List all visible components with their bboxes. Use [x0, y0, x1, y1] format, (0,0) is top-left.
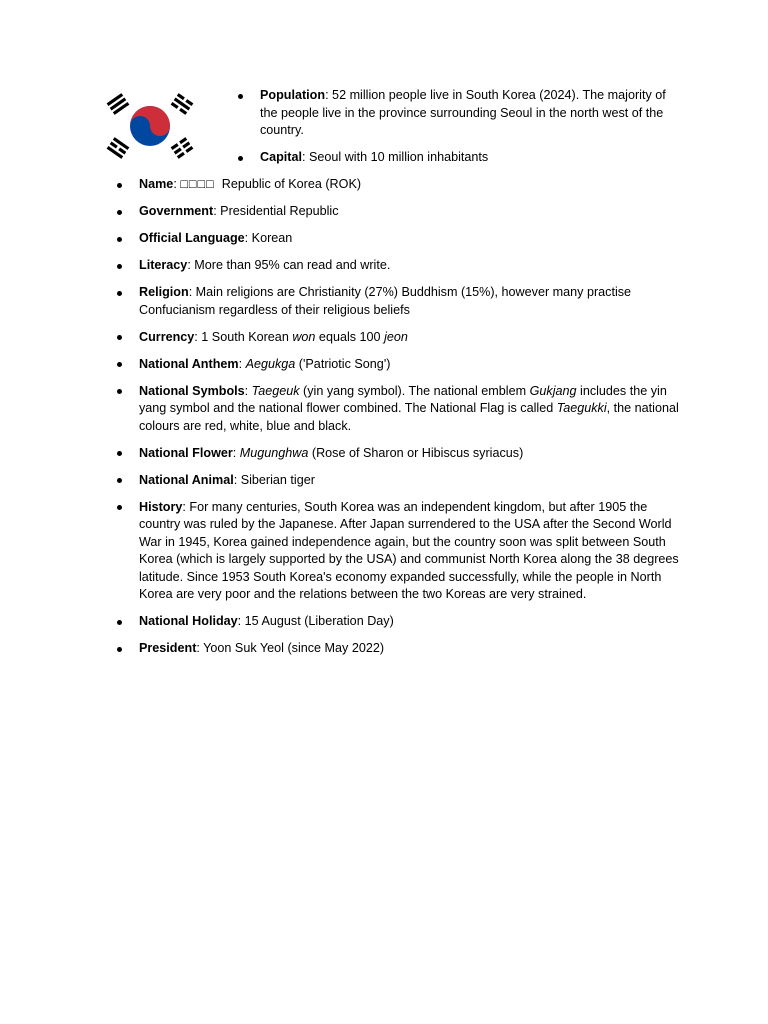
item-label: National Anthem [139, 356, 239, 371]
list-item-official-language [139, 230, 679, 248]
list-item-national-animal [139, 472, 679, 490]
list-item-population [260, 87, 678, 140]
item-text: : Main religions are Christianity (27%) Buddhism (15%), however many practise Confucianism regardless of their religious beliefs [139, 285, 632, 317]
item-label: Government [139, 204, 214, 218]
list-item-national-symbols [139, 383, 679, 436]
list-item-religion [139, 284, 679, 319]
item-text: : 1 South Korean [194, 329, 293, 344]
item-text: : 15 August (Liberation Day) [237, 614, 394, 628]
item-text: : Presidential Republic [213, 204, 339, 218]
item-label: National Animal [139, 472, 234, 487]
korean-name-glyphs: □□□□ [180, 177, 215, 191]
item-text: (Rose of Sharon or Hibiscus syriacus) [308, 445, 524, 460]
item-text: : [232, 445, 240, 460]
item-label: Capital [260, 150, 302, 164]
item-label: Literacy [139, 258, 188, 272]
item-label: National Flower [139, 445, 233, 460]
list-item-president [139, 640, 679, 658]
list-item-government [139, 203, 679, 221]
trigram-top-right [171, 93, 194, 115]
symbol-taegeuk: Taegeuk [251, 383, 300, 398]
main-bullet-list [139, 176, 679, 667]
list-item-capital [260, 149, 678, 167]
currency-won: won [292, 329, 316, 344]
item-label: President [139, 641, 197, 655]
trigram-bottom-left [107, 137, 130, 159]
list-item-name [139, 176, 679, 194]
item-text: : 52 million people live in South Korea (2024). The majority of the people live in the province surrounding Seoul in the north west of the country. [260, 88, 666, 137]
list-item-literacy [139, 257, 679, 275]
item-text: Republic of Korea (ROK) [214, 177, 362, 191]
item-text: includes the yin yang symbol and the national flower combined. The National Flag is called [139, 383, 667, 415]
list-item-national-flower [139, 445, 679, 463]
list-item-history [139, 499, 679, 604]
item-label: Official Language [139, 231, 245, 245]
item-text: ('Patriotic Song') [295, 356, 391, 371]
symbol-taegukki: Taegukki [556, 401, 607, 415]
item-text: : [238, 356, 246, 371]
list-item-national-anthem [139, 356, 679, 374]
item-text: : For many centuries, South Korea was an independent kingdom, but after 1905 the country was ruled by the Japanese. After Japan surrendered to the USA after the Second World War in 1945, Korea gained independence again, but the country soon was split between South Korea (which is largely supported by the USA) and communist North Korea along the 38 degrees latitude. Since 1953 South Korea's economy expanded successfully, while the people in North Korea are very poor and the relations between the two Koreas are very strained. [139, 499, 679, 601]
item-text: : More than 95% can read and write. [187, 258, 391, 272]
item-label: Population [260, 88, 326, 102]
list-item-currency [139, 329, 679, 347]
item-text: equals 100 [315, 329, 385, 344]
item-label: National Symbols [139, 383, 245, 398]
item-text: , the national colours are red, white, blue and black. [139, 401, 679, 433]
item-label: National Holiday [139, 614, 238, 628]
item-text: : Korean [244, 231, 293, 245]
item-text: : Seoul with 10 million inhabitants [302, 150, 489, 164]
item-label: Name [139, 177, 174, 191]
trigram-top-left [107, 93, 130, 115]
trigram-bottom-right [171, 137, 194, 159]
currency-jeon: jeon [384, 329, 408, 344]
south-korea-flag-icon [104, 92, 196, 160]
item-label: Religion [139, 285, 189, 299]
item-label: Currency [139, 329, 195, 344]
flower-name: Mugunghwa [239, 445, 309, 460]
item-text: (yin yang symbol). The national emblem [299, 383, 530, 398]
item-label: History [139, 499, 183, 514]
anthem-name: Aegukga [245, 356, 296, 371]
symbol-gukjang: Gukjang [529, 383, 577, 398]
taegeuk-symbol [130, 106, 170, 146]
item-text: : Yoon Suk Yeol (since May 2022) [196, 641, 385, 655]
list-item-national-holiday [139, 613, 679, 631]
item-text: : [173, 177, 181, 191]
item-text: : Siberian tiger [233, 472, 315, 487]
item-text: : [244, 383, 252, 398]
top-bullet-list [260, 87, 678, 176]
